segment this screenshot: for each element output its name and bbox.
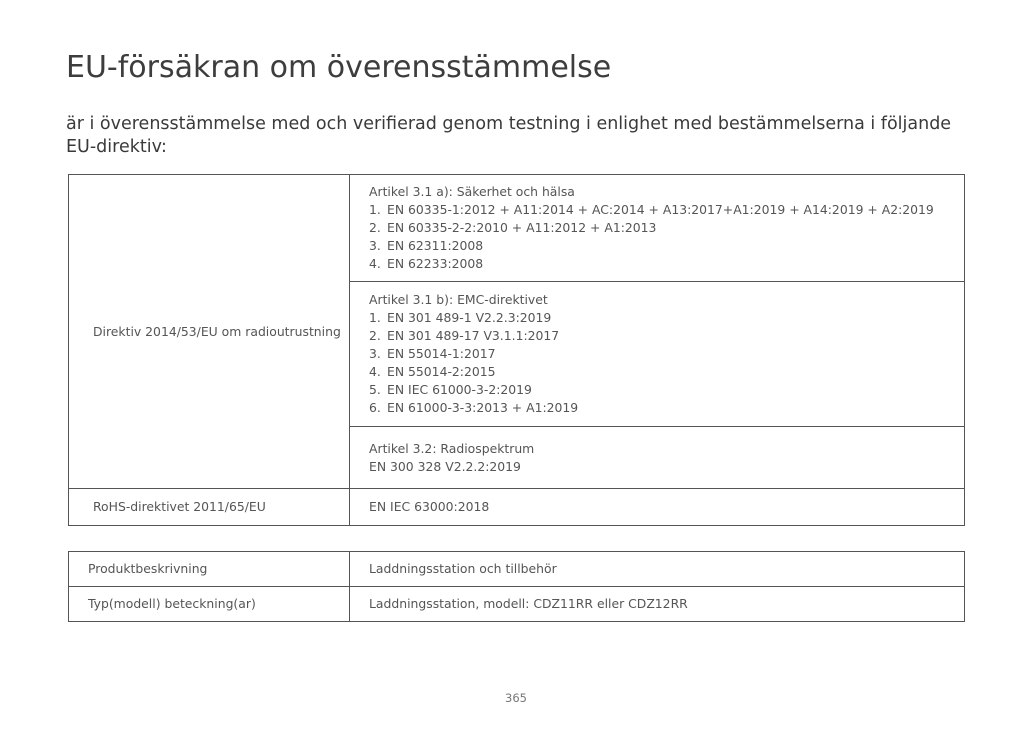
list-item: 1. EN 301 489-1 V2.2.3:2019 [369, 310, 552, 325]
list-item: 1. EN 60335-1:2012 + A11:2014 + AC:2014 + A13:2017+A1:2019 + A14:2019 + A2:2019 [369, 202, 934, 217]
table-row [69, 552, 965, 587]
list-item: 2. EN 60335-2-2:2010 + A11:2012 + A1:2013 [369, 220, 657, 235]
article-safety-heading: Artikel 3.1 a): Säkerhet och hälsa [369, 184, 575, 199]
list-item: 6. EN 61000-3-3:2013 + A1:2019 [369, 400, 579, 415]
page-title: EU-försäkran om överensstämmelse [66, 50, 612, 85]
table-row [69, 175, 965, 282]
list-item: 4. EN 55014-2:2015 [369, 364, 496, 379]
article-radio-spectrum-heading: Artikel 3.2: Radiospektrum [369, 440, 535, 456]
table-row [69, 587, 965, 622]
list-item: 3. EN 55014-1:2017 [369, 346, 496, 361]
list-item: 5. EN IEC 61000-3-2:2019 [369, 382, 532, 397]
rohs-directive-cell: RoHS-direktivet 2011/65/EU [69, 489, 350, 526]
list-item: 3. EN 62311:2008 [369, 238, 484, 253]
model-type-label: Typ(modell) beteckning(ar) [69, 587, 350, 622]
article-emc-cell [350, 282, 965, 427]
list-item: 4. EN 62233:2008 [369, 256, 484, 271]
article-radio-spectrum-cell [350, 427, 965, 489]
list-item: 2. EN 301 489-17 V3.1.1:2017 [369, 328, 560, 343]
article-emc-heading: Artikel 3.1 b): EMC-direktivet [369, 292, 548, 307]
product-description-value: Laddningsstation och tillbehör [350, 552, 965, 587]
product-table [68, 551, 965, 622]
page-subtitle: är i överensstämmelse med och verifierad genom testning i enlighet med bestämmelserna i följande EU-direktiv: [66, 114, 952, 157]
model-type-value: Laddningsstation, modell: CDZ11RR eller CDZ12RR [350, 587, 965, 622]
rohs-standard-cell: EN IEC 63000:2018 [350, 489, 965, 526]
article-radio-spectrum-standard: EN 300 328 V2.2.2:2019 [369, 458, 521, 474]
radio-directive-cell: Direktiv 2014/53/EU om radioutrustning [69, 175, 350, 489]
article-safety-cell [350, 175, 965, 282]
page-number: 365 [505, 691, 527, 705]
table-row [69, 489, 965, 526]
product-description-label: Produktbeskrivning [69, 552, 350, 587]
directive-table [68, 174, 965, 526]
